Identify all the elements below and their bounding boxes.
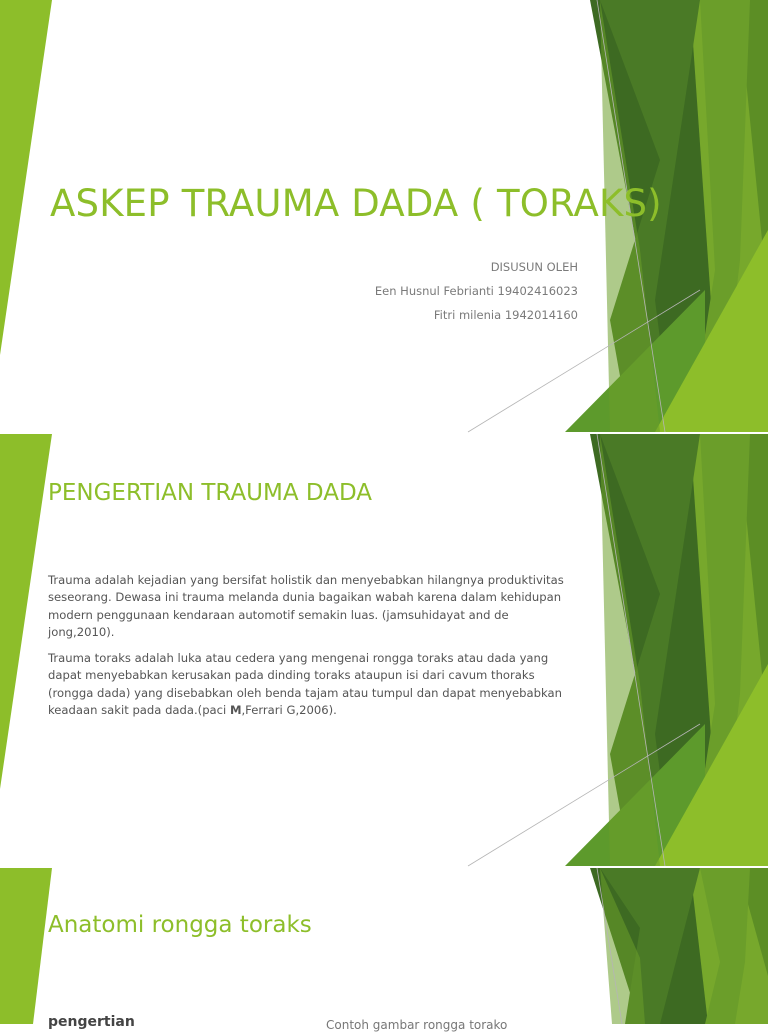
paragraph-text-b: ,Ferrari G,2006). [241, 702, 337, 717]
section-heading: Anatomi rongga toraks [48, 912, 312, 938]
green-decoration [0, 868, 768, 1024]
paragraph-text-a: Trauma toraks adalah luka atau cedera yang mengenai rongga toraks atau dada yang dapat menyebabkan kerusakan pada dinding toraks ataupun isi dari cavum thoraks (rongga dada) yang disebabkan oleh benda tajam atau tumpul dan dapat menyebabkan keadaan sakit pada dada.(paci [48, 651, 562, 717]
column-right-label: Contoh gambar rongga torako [326, 1018, 508, 1032]
slide-title [0, 0, 768, 432]
paragraph-trauma-toraks [48, 650, 578, 719]
author-label: DISUSUN OLEH [490, 260, 578, 274]
paragraph-trauma: Trauma adalah kejadian yang bersifat holistik dan menyebabkan hilangnya produktivitas seseorang. Dewasa ini trauma melanda dunia bagaikan wabah karena dalam kehidupan modern penggunaan kendaraan automotif semakin luas. (jamsuhidayat and de jong,2010). [48, 573, 564, 639]
slide-anatomy [0, 868, 768, 1032]
left-green-stripe [0, 868, 52, 1024]
column-left-label: pengertian [48, 1014, 135, 1030]
left-green-stripe [0, 434, 52, 789]
section-heading: PENGERTIAN TRAUMA DADA [48, 480, 372, 506]
paragraph-text-bold: M [229, 702, 242, 717]
left-green-stripe [0, 0, 52, 355]
author-line-1: Een Husnul Febrianti 19402416023 [374, 284, 578, 298]
slide-definition [0, 434, 768, 866]
presentation-title: ASKEP TRAUMA DADA ( TORAKS) [50, 182, 662, 225]
author-line-2: Fitri milenia 1942014160 [433, 308, 578, 322]
